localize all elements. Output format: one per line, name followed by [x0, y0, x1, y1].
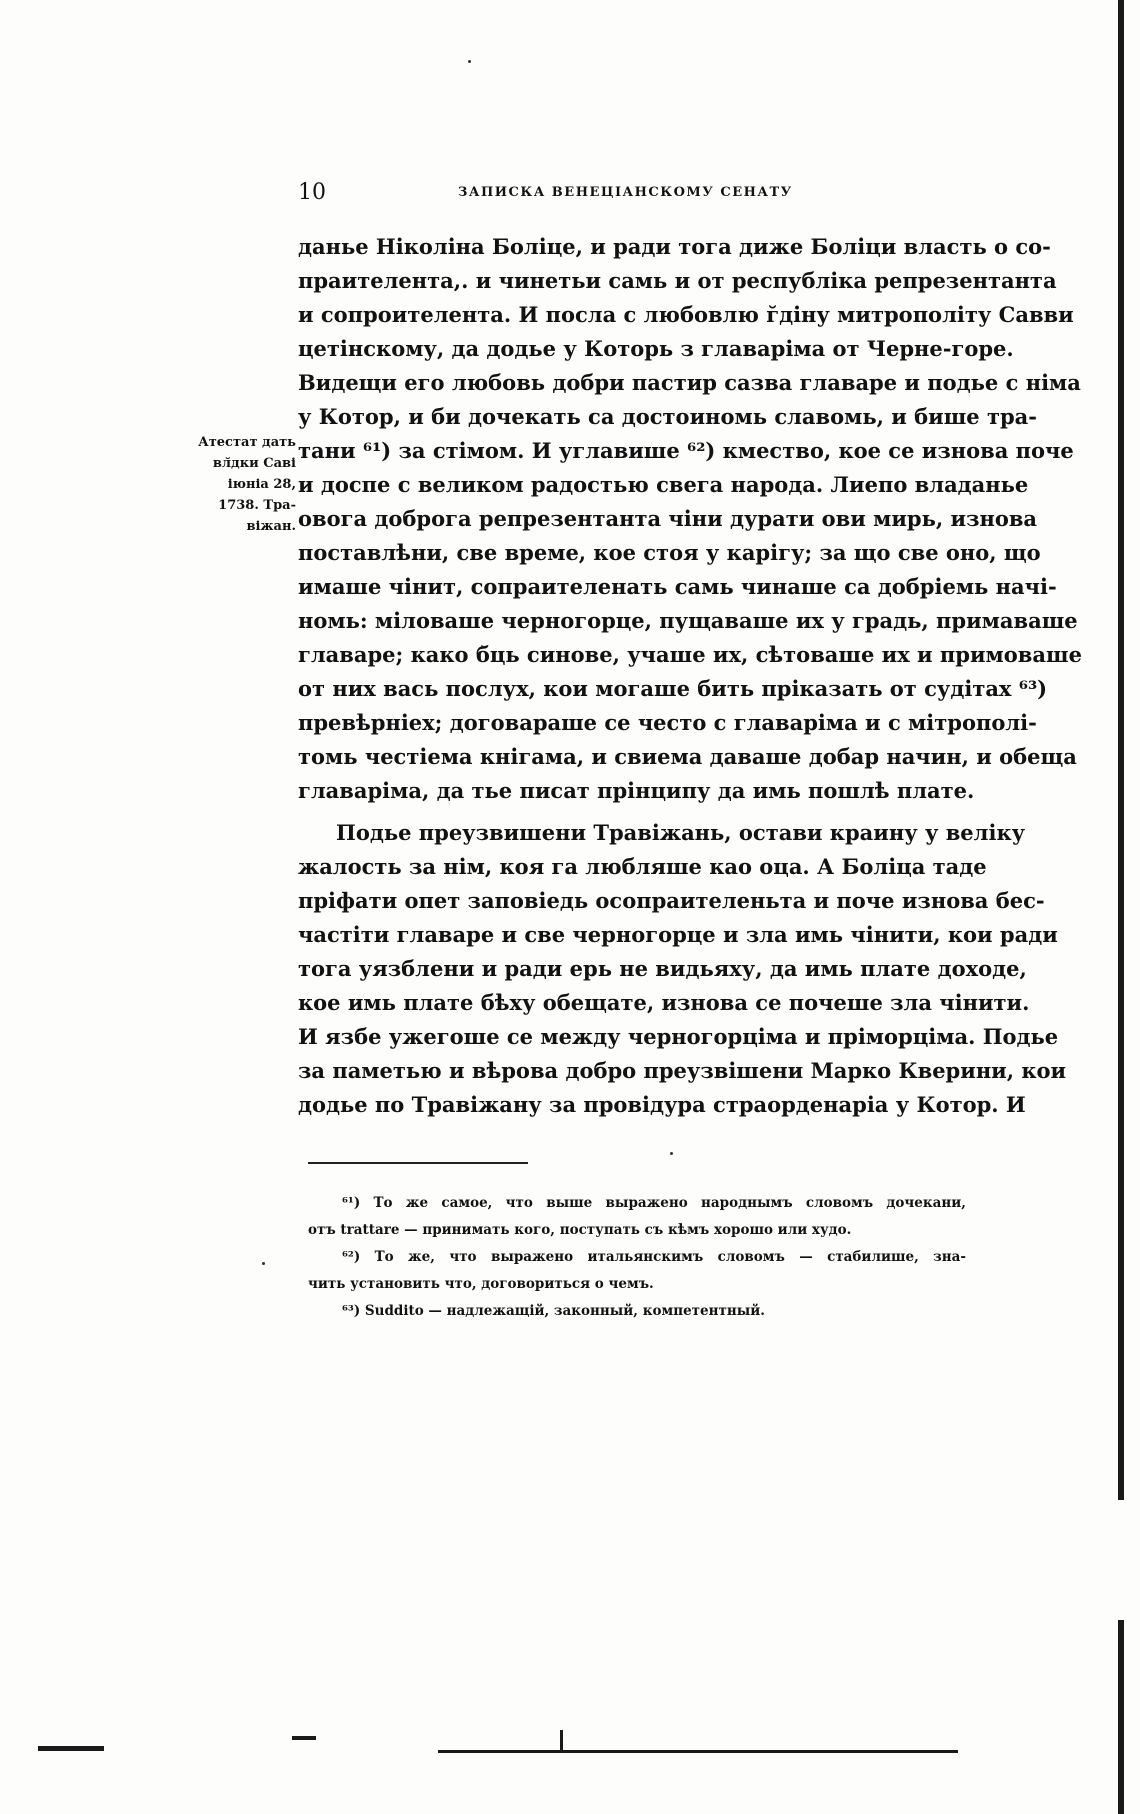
- page-number: 10: [298, 180, 326, 205]
- text-line: томь честіема кнігама, и свиема даваше добар начин, и обеща: [298, 744, 1077, 769]
- text-line: додье по Травіжану за провідура страорденаріа у Котор. И: [298, 1092, 1026, 1117]
- text-line: частіти главаре и све черногорце и зла имь чінити, кои ради: [298, 922, 1058, 947]
- text-line: от них вась послух, кои могаше бить пріказать от судітах ⁶³): [298, 676, 1048, 701]
- margin-note-line: Атестат дать: [198, 435, 296, 450]
- footnote-separator: [308, 1162, 528, 1164]
- scan-mark: [292, 1736, 316, 1740]
- text-line: и сопроителента. И посла с любовлю г̆діну митрополіту Савви: [298, 302, 1074, 327]
- text-line: за паметью и вѣрова добро преузвішени Марко Кверини, кои: [298, 1058, 1067, 1083]
- text-line: главаре; како б̆ць синове, учаше их, сѣтоваше их и примоваше: [298, 642, 1082, 667]
- footnote-line: чить установить что, договориться о чемъ.: [308, 1276, 654, 1292]
- text-line: главаріма, да тье писат прінципу да имь пошлѣ плате.: [298, 778, 975, 803]
- margin-note-line: 1738. Тра-: [218, 498, 296, 513]
- scan-speck: [468, 60, 471, 63]
- page-edge-rule-gap: [1118, 1500, 1124, 1620]
- footnotes: [308, 1190, 966, 1325]
- text-line: праителента,. и чинетьи самь и от республіка репрезентанта: [298, 268, 1057, 293]
- body-text: [298, 230, 1082, 1122]
- page-header: [298, 180, 974, 210]
- text-line: И язбе ужегоше се между черногорціма и пріморціма. Подье: [298, 1024, 1059, 1049]
- scan-mark: [38, 1746, 104, 1751]
- scan-speck: [262, 1262, 265, 1265]
- scan-mark: [438, 1750, 958, 1753]
- footnote-line: ⁶²) То же, что выражено итальянскимъ словомъ — стабилише, зна-: [342, 1249, 966, 1265]
- text-line: и доспе с великом радостью свега народа. Лиепо владанье: [298, 472, 1029, 497]
- text-line: цетінскому, да додье у Которь з главаріма от Черне-горе.: [298, 336, 1014, 361]
- text-line: данье Ніколіна Боліце, и ради тога диже Боліци власть о со-: [298, 234, 1051, 259]
- running-title: ЗАПИСКА ВЕНЕЦІАНСКОМУ СЕНАТУ: [458, 185, 793, 200]
- text-line: Подье преузвишени Травіжань, остави краину у веліку: [336, 820, 1026, 845]
- footnote-line: отъ trattare — принимать кого, поступать съ кѣмъ хорошо или худо.: [308, 1222, 852, 1238]
- text-line: овога доброга репрезентанта чіни дурати ови мирь, изнова: [298, 506, 1038, 531]
- footnote-62: [308, 1244, 966, 1298]
- text-line: поставлѣни, све време, кое стоя у карігу; за що све оно, що: [298, 540, 1041, 565]
- text-line: превѣрніех; договараше се често с главаріма и с мітрополі-: [298, 710, 1037, 735]
- footnote-61: [308, 1190, 966, 1244]
- footnote-63: [308, 1298, 966, 1325]
- text-line: кое имь плате бѣху обещате, изнова се почеше зла чінити.: [298, 990, 1030, 1015]
- text-line: имаше чінит, сопраителенать самь чинаше са добріемь начі-: [298, 574, 1057, 599]
- text-line: пріфати опет заповіедь осопраителеньта и поче изнова бес-: [298, 888, 1045, 913]
- footnote-line: ⁶¹) То же самое, что выше выражено народнымъ словомъ дочекани,: [342, 1195, 966, 1211]
- text-line: Видещи его любовь добри пастир сазва главаре и подье с німа: [298, 370, 1081, 395]
- scan-mark: [560, 1730, 563, 1752]
- footnote-line: ⁶³) Suddito — надлежащій, законный, компетентный.: [342, 1303, 765, 1319]
- text-line: номь: міловаше черногорце, пущаваше их у градь, примаваше: [298, 608, 1078, 633]
- margin-note-line: вл̆дки Саві: [212, 456, 296, 471]
- text-line: тога уязблени и ради ерь не видьяху, да имь плате доходе,: [298, 956, 1027, 981]
- text-line: тани ⁶¹) за стімом. И углавише ⁶²) кмество, кое се изнова поче: [298, 438, 1074, 463]
- margin-note-line: іюніа 28,: [227, 477, 296, 492]
- margin-note: [184, 432, 296, 537]
- margin-note-line: віжан.: [246, 519, 296, 534]
- paragraph-2: [298, 816, 1067, 1122]
- text-line: у Котор, и би дочекать са достоиномь славомь, и бише тра-: [298, 404, 1037, 429]
- paragraph-1: [298, 230, 1082, 808]
- text-line: жалость за нім, коя га любляше као оца. А Боліца таде: [298, 854, 987, 879]
- scan-speck: [670, 1152, 673, 1155]
